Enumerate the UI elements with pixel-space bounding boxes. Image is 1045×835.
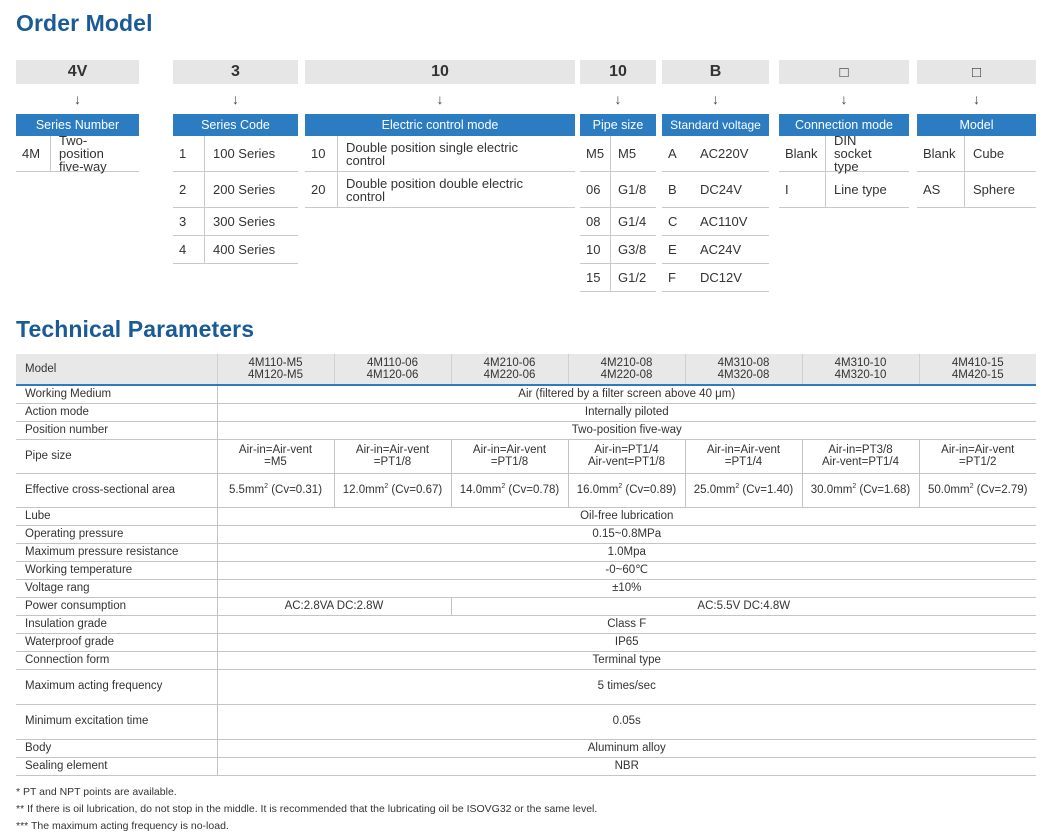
placeholder-box-icon: □	[917, 60, 1036, 84]
row-value: -0~60℃	[217, 561, 1036, 579]
footnote: *** The maximum acting frequency is no-load.	[16, 820, 229, 832]
pipe-size-cell: Air-in=Air-vent =M5	[217, 439, 334, 473]
option-value: Line type	[825, 172, 909, 207]
order-column-electric-control	[305, 60, 575, 208]
row-label: Working temperature	[16, 561, 217, 579]
table-row	[16, 403, 1036, 421]
technical-parameters-title: Technical Parameters	[16, 316, 255, 342]
option-value: 200 Series	[204, 172, 298, 207]
option-value: G3/8	[610, 236, 656, 263]
pipe-size-cell: Air-in=PT1/4 Air-vent=PT1/8	[568, 439, 685, 473]
header-model-cell: 4M410-15 4M420-15	[919, 354, 1036, 385]
header-model-cell: 4M310-10 4M320-10	[802, 354, 919, 385]
pipe-size-cell: Air-in=PT3/8 Air-vent=PT1/4	[802, 439, 919, 473]
option-row	[16, 133, 139, 174]
option-row	[580, 172, 656, 208]
option-key: A	[668, 146, 677, 161]
option-row	[173, 172, 298, 208]
cross-section-cell: $16.0mm^2$ (Cv=0.89)	[568, 473, 685, 507]
option-key: E	[668, 242, 677, 257]
option-key: 20	[311, 182, 326, 197]
option-row	[662, 136, 769, 172]
row-value: IP65	[217, 633, 1036, 651]
option-row	[580, 136, 656, 172]
pipe-size-cell: Air-in=Air-vent =PT1/8	[334, 439, 451, 473]
row-value: Oil-free lubrication	[217, 507, 1036, 525]
cross-section-cell: $50.0mm^2$ (Cv=2.79)	[919, 473, 1036, 507]
option-value: G1/8	[610, 172, 656, 207]
header-model-cell: 4M210-06 4M220-06	[451, 354, 568, 385]
order-column-connection-mode	[779, 60, 909, 208]
option-key: 3	[179, 214, 187, 229]
option-row	[662, 208, 769, 236]
table-row	[16, 579, 1036, 597]
option-key: 08	[586, 214, 601, 229]
table-row	[16, 669, 1036, 704]
option-key: Blank	[785, 146, 818, 161]
option-key: 2	[179, 182, 187, 197]
option-value: AC24V	[700, 242, 742, 257]
footnotes	[16, 784, 597, 835]
option-value: M5	[610, 136, 656, 171]
down-arrow-icon: ↓	[614, 91, 622, 107]
pipe-size-cell: Air-in=Air-vent =PT1/4	[685, 439, 802, 473]
row-value: Aluminum alloy	[217, 739, 1036, 757]
table-row	[16, 421, 1036, 439]
row-value: 0.05s	[217, 704, 1036, 739]
table-row	[16, 757, 1036, 775]
category-header: Series Number	[16, 114, 139, 136]
row-value: Terminal type	[217, 651, 1036, 669]
footnote: ** If there is oil lubrication, do not stop in the middle. It is recommended that the lubricating oil be ISOVG32 or the same level.	[16, 803, 598, 815]
option-key: I	[785, 182, 789, 197]
row-label: Insulation grade	[16, 615, 217, 633]
option-row	[305, 136, 575, 172]
order-column-pipe-size	[580, 60, 656, 292]
option-key: 10	[586, 242, 601, 257]
order-model-title: Order Model	[16, 10, 153, 36]
table-row	[16, 704, 1036, 739]
row-value: NBR	[217, 757, 1036, 775]
option-value: 300 Series	[204, 208, 298, 235]
row-label: Pipe size	[16, 439, 217, 473]
table-row	[16, 385, 1036, 403]
option-key: M5	[586, 146, 605, 161]
option-key: C	[668, 214, 678, 229]
cross-section-cell: $12.0mm^2$ (Cv=0.67)	[334, 473, 451, 507]
option-row	[580, 208, 656, 236]
option-value: Double position double electric control	[337, 172, 575, 207]
option-key: 4M	[22, 146, 41, 161]
row-value: 1.0Mpa	[217, 543, 1036, 561]
table-row	[16, 473, 1036, 507]
table-header-row	[16, 354, 1036, 385]
code-box: 10	[580, 60, 656, 84]
option-value: DIN socket type	[825, 136, 909, 171]
power-value-small: AC:2.8VA DC:2.8W	[217, 597, 451, 615]
code-box: 4V	[16, 60, 139, 84]
option-key: 1	[179, 146, 187, 161]
cross-section-cell: $5.5mm^2$ (Cv=0.31)	[217, 473, 334, 507]
row-label: Operating pressure	[16, 525, 217, 543]
header-model-cell: 4M210-08 4M220-08	[568, 354, 685, 385]
row-value: Air (filtered by a filter screen above 40 μm)	[217, 385, 1036, 403]
cross-section-cell: $30.0mm^2$ (Cv=1.68)	[802, 473, 919, 507]
table-row	[16, 651, 1036, 669]
row-label: Effective cross-sectional area	[16, 473, 217, 507]
option-key: Blank	[923, 146, 956, 161]
table-row	[16, 543, 1036, 561]
row-value: Internally piloted	[217, 403, 1036, 421]
option-value: AC220V	[700, 146, 749, 161]
row-label: Connection form	[16, 651, 217, 669]
row-label: Waterproof grade	[16, 633, 217, 651]
category-header: Electric control mode	[305, 114, 575, 136]
row-label: Working Medium	[16, 385, 217, 403]
footnote: * PT and NPT points are available.	[16, 786, 177, 798]
category-header: Model	[917, 114, 1036, 136]
down-arrow-icon: ↓	[840, 91, 848, 107]
option-value: 400 Series	[204, 236, 298, 263]
row-label: Action mode	[16, 403, 217, 421]
row-label: Lube	[16, 507, 217, 525]
down-arrow-icon: ↓	[232, 91, 239, 107]
option-row	[580, 236, 656, 264]
table-row	[16, 439, 1036, 473]
option-key: 15	[586, 270, 601, 285]
row-label: Position number	[16, 421, 217, 439]
option-value: Two-position five-way	[50, 136, 139, 171]
order-column-standard-voltage	[662, 60, 769, 292]
option-value: Sphere	[964, 172, 1036, 207]
category-header: Pipe size	[580, 114, 656, 136]
header-model-cell: 4M110-06 4M120-06	[334, 354, 451, 385]
down-arrow-icon: ↓	[74, 91, 81, 107]
cross-section-cell: $25.0mm^2$ (Cv=1.40)	[685, 473, 802, 507]
pipe-size-cell: Air-in=Air-vent =PT1/8	[451, 439, 568, 473]
option-value: Cube	[964, 136, 1036, 171]
option-key: 06	[586, 182, 601, 197]
option-row	[662, 264, 769, 292]
row-label: Sealing element	[16, 757, 217, 775]
table-row	[16, 633, 1036, 651]
cross-section-cell: $14.0mm^2$ (Cv=0.78)	[451, 473, 568, 507]
option-value: Double position single electric control	[337, 136, 575, 171]
option-value: AC110V	[700, 214, 748, 229]
option-row	[173, 208, 298, 236]
technical-parameters-table	[16, 354, 1036, 776]
category-header: Connection mode	[779, 114, 909, 136]
order-column-series-number	[16, 60, 139, 172]
option-key: 4	[179, 242, 187, 257]
row-value: ±10%	[217, 579, 1036, 597]
row-label: Maximum acting frequency	[16, 669, 217, 704]
pipe-size-cell: Air-in=Air-vent =PT1/2	[919, 439, 1036, 473]
option-value: DC24V	[700, 182, 742, 197]
option-row	[662, 236, 769, 264]
code-box: B	[662, 60, 769, 84]
table-row	[16, 597, 1036, 615]
option-value: G1/4	[610, 208, 656, 235]
option-value: DC12V	[700, 270, 742, 285]
row-label: Body	[16, 739, 217, 757]
down-arrow-icon: ↓	[973, 91, 980, 107]
row-value: 0.15~0.8MPa	[217, 525, 1036, 543]
option-key: 10	[311, 146, 326, 161]
row-value: Class F	[217, 615, 1036, 633]
code-box: 3	[173, 60, 298, 84]
header-model-label: Model	[16, 354, 217, 385]
option-row	[580, 264, 656, 292]
row-value: 5 times/sec	[217, 669, 1036, 704]
table-row	[16, 561, 1036, 579]
option-key: B	[668, 182, 677, 197]
header-model-cell: 4M110-M5 4M120-M5	[217, 354, 334, 385]
down-arrow-icon: ↓	[712, 91, 719, 107]
table-row	[16, 615, 1036, 633]
code-box: 10	[305, 60, 575, 84]
option-key: F	[668, 270, 676, 285]
option-value: G1/2	[610, 264, 656, 291]
order-column-model	[917, 60, 1036, 208]
row-label: Power consumption	[16, 597, 217, 615]
option-row	[779, 172, 909, 208]
table-row	[16, 525, 1036, 543]
option-value: 100 Series	[204, 136, 298, 171]
down-arrow-icon: ↓	[436, 91, 444, 107]
power-value-large: AC:5.5V DC:4.8W	[451, 597, 1036, 615]
placeholder-box-icon: □	[779, 60, 909, 84]
row-label: Voltage rang	[16, 579, 217, 597]
category-header: Standard voltage	[662, 114, 769, 136]
option-row	[173, 136, 298, 172]
row-value: Two-position five-way	[217, 421, 1036, 439]
option-row	[662, 172, 769, 208]
order-column-series-code	[173, 60, 298, 264]
header-model-cell: 4M310-08 4M320-08	[685, 354, 802, 385]
row-label: Maximum pressure resistance	[16, 543, 217, 561]
option-row	[917, 136, 1036, 172]
option-row	[305, 172, 575, 208]
option-key: AS	[923, 182, 941, 197]
row-label: Minimum excitation time	[16, 704, 217, 739]
table-row	[16, 739, 1036, 757]
option-row	[917, 172, 1036, 208]
table-row	[16, 507, 1036, 525]
option-row	[779, 133, 909, 174]
category-header: Series Code	[173, 114, 298, 136]
option-row	[173, 236, 298, 264]
